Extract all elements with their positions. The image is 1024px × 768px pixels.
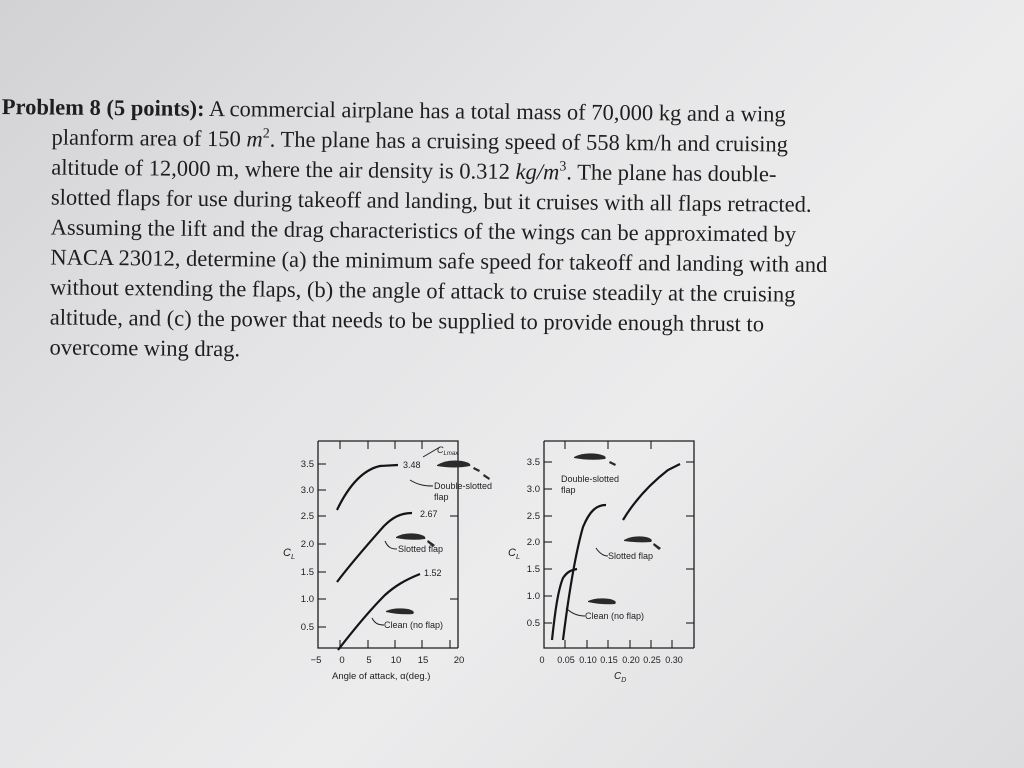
right-slotted-airfoil-icon bbox=[624, 536, 652, 542]
problem-line-6: NACA 23012, determine (a) the minimum safe speed for takeoff and landing with and bbox=[50, 244, 828, 277]
left-ylabel: $C_L$ bbox=[283, 547, 296, 561]
problem-line-5: Assuming the lift and the drag characteristics of the wings can be approximated by bbox=[50, 214, 797, 247]
right-double-slotted-airfoil-icon bbox=[574, 453, 606, 459]
double-slotted-label-2: flap bbox=[434, 492, 449, 502]
right-clean-label: Clean (no flap) bbox=[585, 611, 645, 621]
right-double-slotted-flap-icon bbox=[609, 461, 616, 466]
clean-label: Clean (no flap) bbox=[384, 620, 444, 630]
right-ytick-label: 2.5 bbox=[526, 511, 540, 522]
cl-cd-plot bbox=[508, 441, 694, 684]
slotted-flap-leader bbox=[385, 541, 397, 549]
right-double-slotted-label-2: flap bbox=[561, 485, 576, 495]
slotted-flap-label: Slotted flap bbox=[398, 544, 444, 554]
right-xlabel: $C_D$ bbox=[614, 671, 627, 684]
right-slotted-leader bbox=[596, 548, 608, 556]
problem-line-8: altitude, and (c) the power that needs to be supplied to provide enough thrust to bbox=[49, 304, 765, 337]
double-slotted-label-1: Double-slotted bbox=[434, 481, 493, 491]
superscript-3: 3 bbox=[559, 159, 567, 175]
right-xtick-label: 0.25 bbox=[643, 655, 661, 665]
right-ylabel: $C_L$ bbox=[508, 547, 521, 561]
left-y-tick-labels bbox=[301, 459, 314, 633]
double-slotted-flap2-icon bbox=[483, 474, 490, 480]
problem-text-2b: . The plane has a cruising speed of 558 km/h and cruising bbox=[269, 126, 789, 157]
right-double-slotted-label-1: Double-slotted bbox=[561, 474, 620, 484]
right-ytick-label: 3.5 bbox=[526, 457, 540, 468]
right-xtick-label: 0.05 bbox=[557, 655, 575, 665]
problem-line-9: overcome wing drag. bbox=[49, 334, 241, 362]
left-ytick-label: 2.0 bbox=[300, 539, 314, 550]
left-ytick-label: 1.5 bbox=[300, 567, 314, 578]
unit-m: m bbox=[246, 126, 263, 152]
left-ytick-label: 3.5 bbox=[300, 459, 314, 470]
right-xtick-label: 0.15 bbox=[600, 655, 618, 665]
clean-airfoil-icon bbox=[386, 608, 414, 614]
right-slotted-label: Slotted flap bbox=[608, 551, 654, 561]
superscript-2: 2 bbox=[262, 126, 270, 142]
right-y-tick-labels bbox=[527, 457, 540, 629]
slotted-flap-airfoil-icon bbox=[396, 533, 425, 539]
unit-kg-m: kg/m bbox=[515, 158, 560, 185]
right-slotted-tab-icon bbox=[653, 543, 661, 550]
right-ytick-label: 0.5 bbox=[526, 618, 540, 629]
right-xtick-label: 0.30 bbox=[665, 655, 683, 665]
cl-alpha-plot bbox=[283, 441, 492, 682]
problem-text-3a: altitude of 12,000 m, where the air density is 0.312 bbox=[51, 154, 511, 184]
slotted-flap-value: 2.67 bbox=[420, 509, 438, 519]
right-ytick-label: 1.5 bbox=[526, 564, 540, 575]
left-xlabel: Angle of attack, α(deg.) bbox=[332, 671, 431, 682]
right-ytick-label: 2.0 bbox=[526, 537, 540, 548]
right-xtick-label: 0.10 bbox=[579, 655, 597, 665]
problem-points: (5 points): bbox=[106, 95, 205, 121]
left-ytick-label: 0.5 bbox=[300, 622, 314, 633]
double-slotted-flap-icon bbox=[473, 467, 480, 472]
left-x-tick-labels bbox=[311, 655, 465, 666]
right-ytick-label: 3.0 bbox=[526, 484, 540, 495]
left-xtick-label: 20 bbox=[453, 655, 465, 666]
problem-text-3b: . The plane has double- bbox=[566, 159, 777, 187]
problem-label: Problem 8 bbox=[1, 93, 101, 120]
problem-text-1: A commercial airplane has a total mass of 70,000 kg and a wing bbox=[208, 95, 786, 127]
left-xtick-label: 0 bbox=[339, 655, 345, 666]
left-xtick-label: −5 bbox=[310, 655, 322, 666]
double-slotted-value: 3.48 bbox=[403, 460, 421, 470]
right-ytick-label: 1.0 bbox=[526, 591, 540, 602]
problem-line-4: slotted flaps for use during takeoff and landing, but it cruises with all flaps retracted. bbox=[50, 184, 812, 217]
left-ytick-label: 2.5 bbox=[300, 511, 314, 522]
left-xtick-label: 5 bbox=[366, 655, 372, 666]
left-ytick-label: 1.0 bbox=[300, 594, 314, 605]
clmax-label: $C_{Lmax}$ bbox=[437, 445, 459, 457]
left-ytick-label: 3.0 bbox=[300, 485, 314, 496]
left-xtick-label: 15 bbox=[417, 655, 429, 666]
right-xtick-label: 0 bbox=[539, 655, 545, 665]
double-slotted-curve bbox=[337, 465, 398, 510]
right-xtick-label: 0.20 bbox=[622, 655, 640, 665]
problem-text-2a: planform area of 150 bbox=[51, 124, 241, 152]
double-slotted-airfoil-icon bbox=[437, 461, 470, 468]
right-clean-airfoil-icon bbox=[588, 598, 616, 604]
left-xtick-label: 10 bbox=[390, 655, 402, 666]
double-slotted-leader bbox=[410, 480, 433, 486]
right-x-tick-labels bbox=[539, 655, 682, 665]
clean-value: 1.52 bbox=[424, 568, 442, 578]
right-double-slotted-curve bbox=[623, 464, 680, 520]
right-clean-leader bbox=[566, 608, 585, 616]
clean-leader bbox=[372, 618, 384, 625]
problem-line-7: without extending the flaps, (b) the angle of attack to cruise steadily at the cruising bbox=[50, 274, 796, 307]
